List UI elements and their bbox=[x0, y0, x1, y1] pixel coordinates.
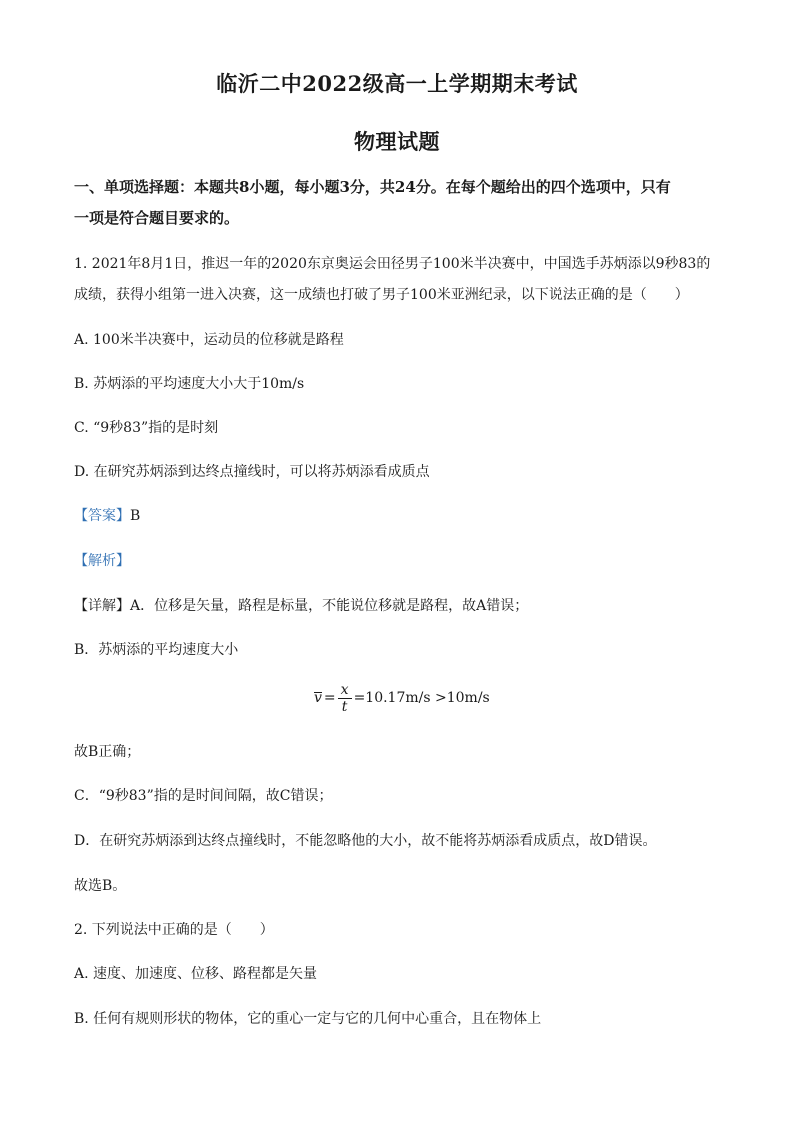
q1-detail-c: C．“9秒83”指的是时间间隔，故C错误； bbox=[74, 788, 333, 804]
formula-numerator: x bbox=[338, 682, 352, 699]
detail-tag: 【详解】 bbox=[74, 598, 130, 614]
q1-final: 故选B。 bbox=[74, 878, 127, 894]
q2-option-b: B. 任何有规则形状的物体，它的重心一定与它的几何中心重合，且在物体上 bbox=[74, 1011, 542, 1027]
formula-rhs: =10.17m/s >10m/s bbox=[353, 690, 490, 706]
analysis-tag: 【解析】 bbox=[74, 553, 130, 569]
answer-value: B bbox=[130, 508, 141, 524]
section-heading-line-1: 一、单项选择题：本题共8小题，每小题3分，共24分。在每个题给出的四个选项中，只有 bbox=[74, 178, 671, 196]
q1-stem-line-1: 1. 2021年8月1日，推迟一年的2020东京奥运会田径男子100米半决赛中，中国选手苏炳添以9秒83的 bbox=[74, 256, 711, 272]
q1-stem-line-2: 成绩，获得小组第一进入决赛，这一成绩也打破了男子100米亚洲纪录，以下说法正确的是（ ） bbox=[74, 287, 689, 303]
q1-option-b: B. 苏炳添的平均速度大小大于10m/s bbox=[74, 376, 305, 392]
q2-option-a: A. 速度、加速度、位移、路程都是矢量 bbox=[74, 966, 318, 982]
q1-option-a: A. 100米半决赛中，运动员的位移就是路程 bbox=[74, 332, 344, 348]
exam-title: 临沂二中2022级高一上学期期末考试 bbox=[216, 71, 578, 96]
average-velocity-formula bbox=[314, 678, 490, 718]
detail-a-text: A．位移是矢量，路程是标量，不能说位移就是路程，故A错误； bbox=[130, 598, 529, 614]
answer-tag: 【答案】 bbox=[74, 508, 130, 524]
section-heading-line-2: 一项是符合题目要求的。 bbox=[74, 209, 240, 227]
q1-detail-b-conclusion: 故B正确； bbox=[74, 744, 141, 760]
formula-fraction bbox=[338, 682, 352, 715]
q1-detail-b-intro: B．苏炳添的平均速度大小 bbox=[74, 642, 239, 658]
q1-option-d: D. 在研究苏炳添到达终点撞线时，可以将苏炳添看成质点 bbox=[74, 464, 430, 480]
formula-denominator: t bbox=[341, 698, 348, 715]
q1-detail-a bbox=[74, 596, 724, 616]
formula-equals: = bbox=[323, 690, 336, 706]
q1-detail-d: D．在研究苏炳添到达终点撞线时，不能忽略他的大小，故不能将苏炳添看成质点，故D错误。 bbox=[74, 833, 657, 849]
exam-subtitle: 物理试题 bbox=[354, 129, 440, 154]
q2-stem: 2. 下列说法中正确的是（ ） bbox=[74, 922, 274, 938]
q1-option-c: C. “9秒83”指的是时刻 bbox=[74, 420, 219, 436]
formula-lhs: v bbox=[314, 690, 322, 706]
q1-answer bbox=[74, 506, 724, 526]
